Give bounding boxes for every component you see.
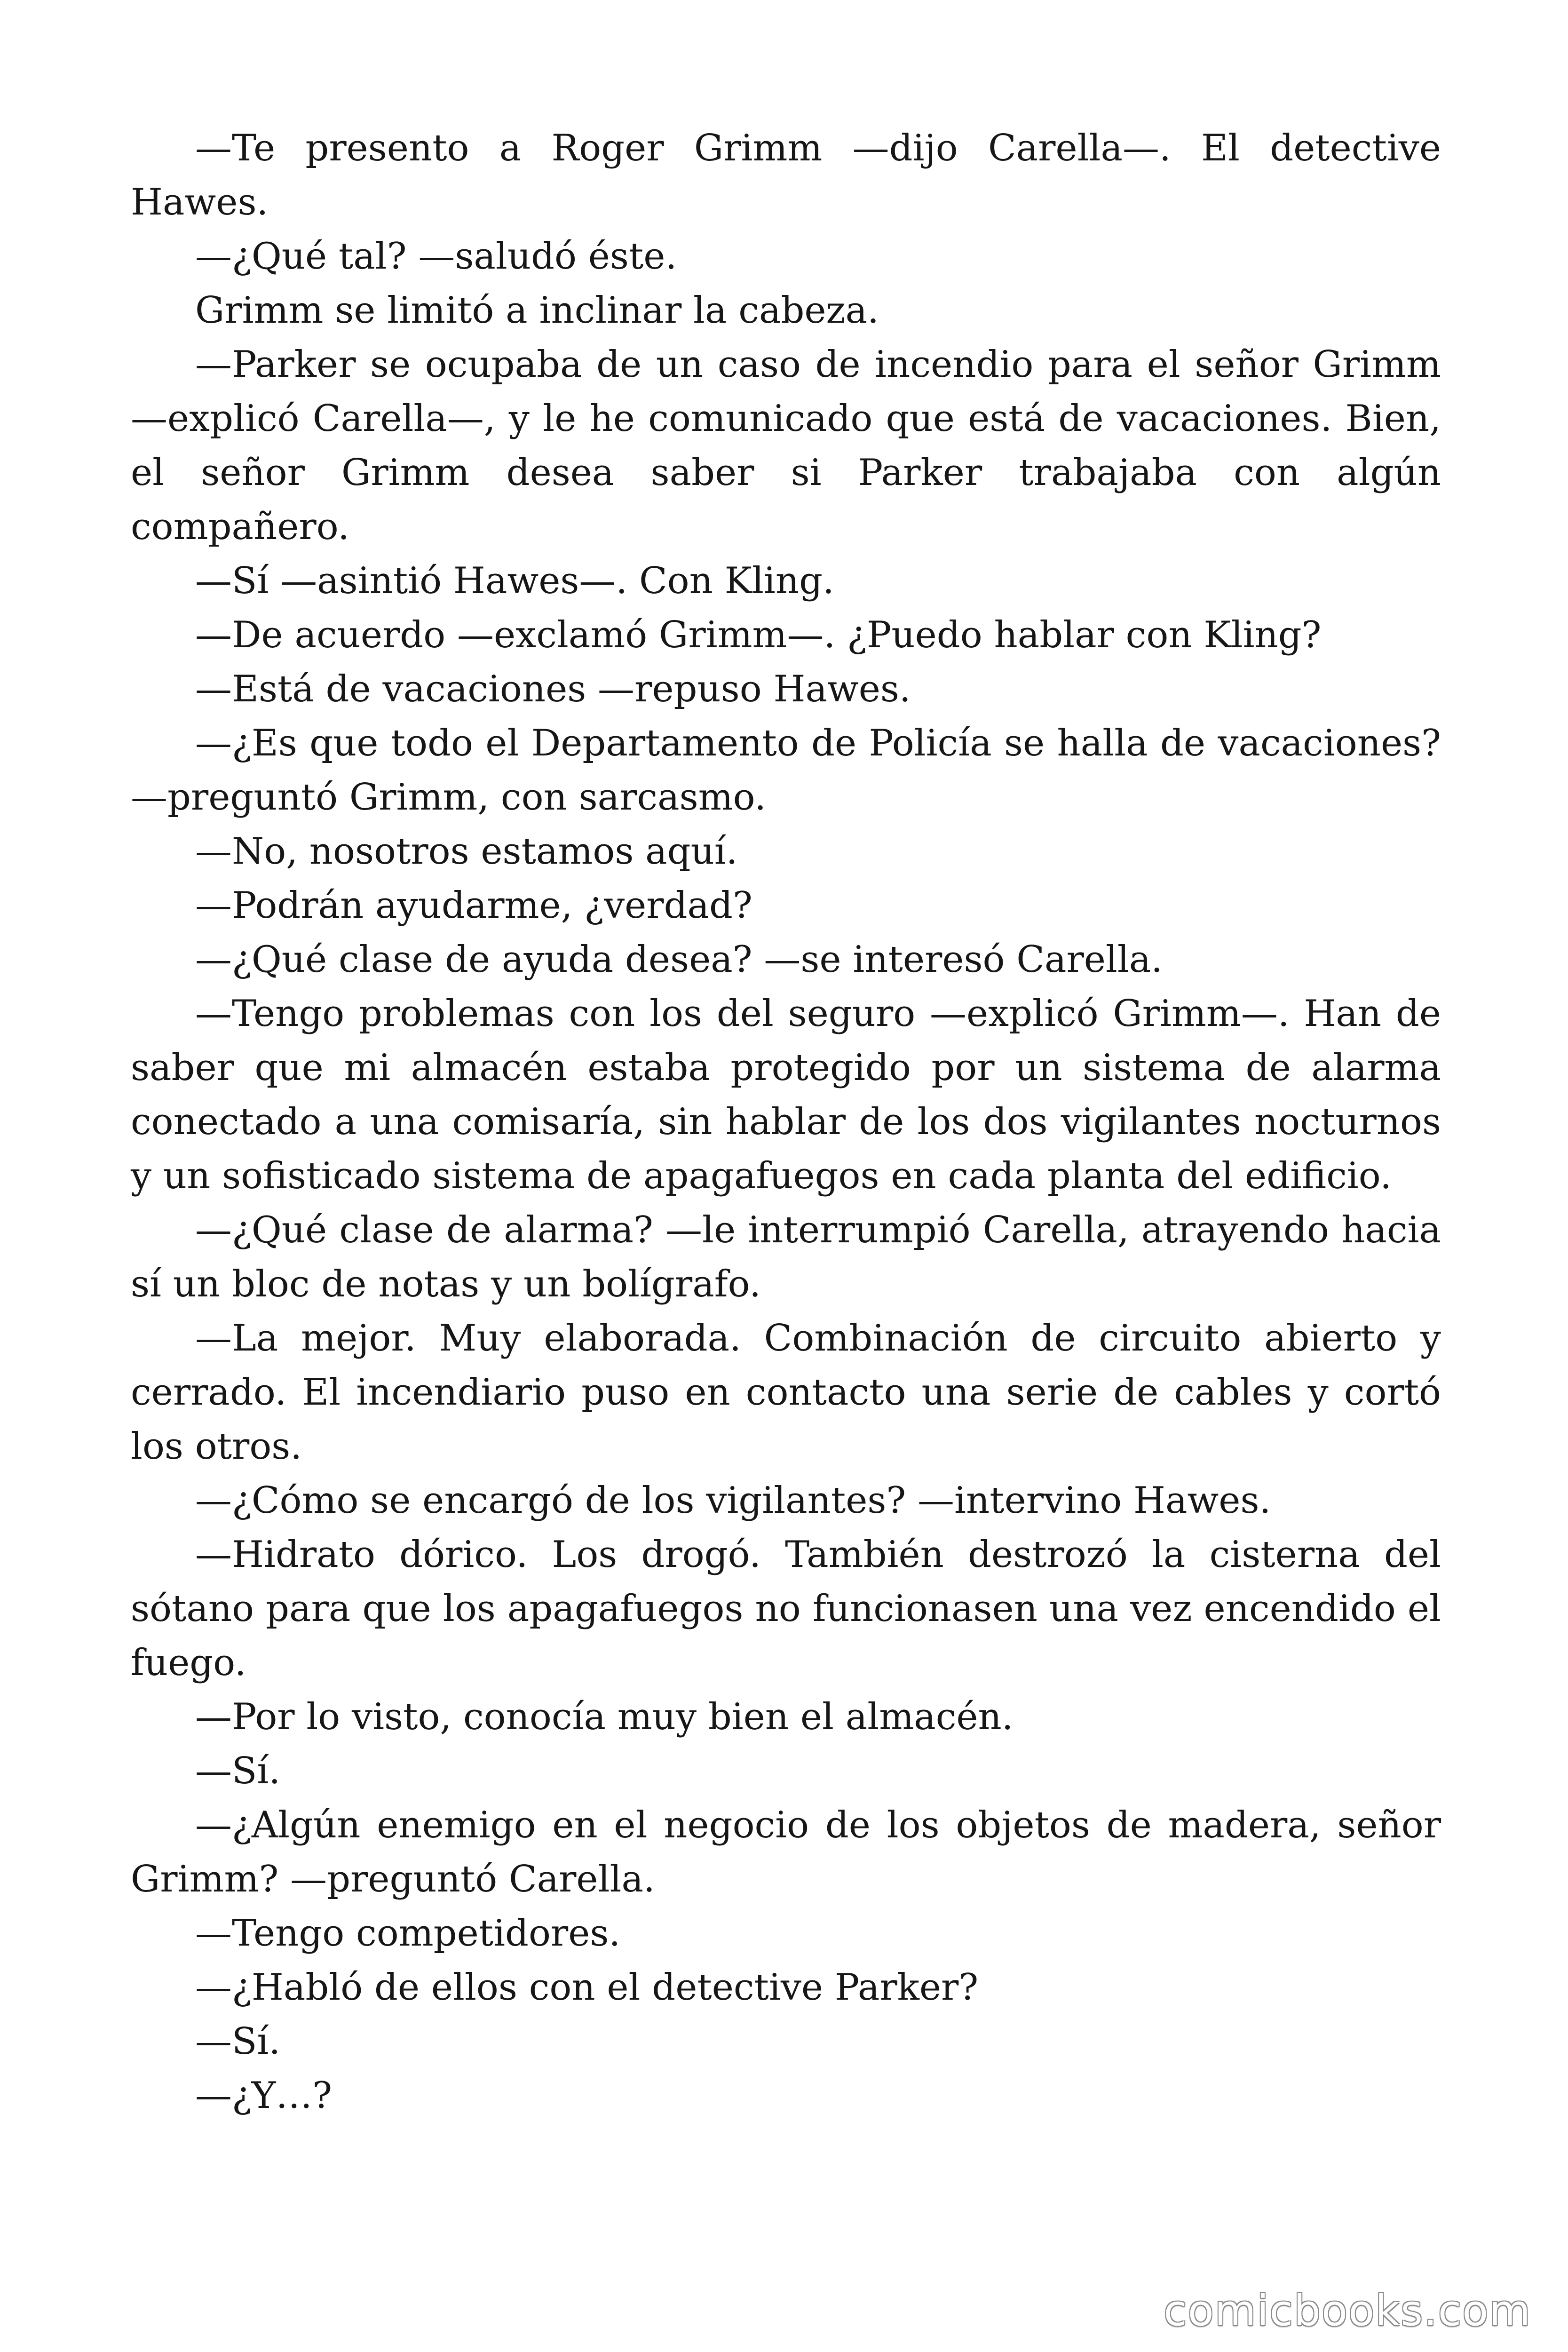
paragraph: —Está de vacaciones —repuso Hawes. <box>195 668 911 710</box>
paragraph: —La mejor. Muy elaborada. Combinación de circuito abierto y cerrado. El incendiario puso en contacto una serie de cables y cortó los otros. <box>131 1317 1441 1468</box>
paragraph: —Sí. <box>195 1750 281 1792</box>
paragraph: —¿Qué clase de ayuda desea? —se interesó Carella. <box>195 938 1163 981</box>
paragraph: Grimm se limitó a inclinar la cabeza. <box>195 289 879 332</box>
paragraph: —Hidrato dórico. Los drogó. También destrozó la cisterna del sótano para que los apagafuegos no funcionasen una vez encendido el fuego. <box>131 1534 1441 1684</box>
paragraph: —¿Cómo se encargó de los vigilantes? —intervino Hawes. <box>195 1479 1271 1522</box>
book-page-text <box>131 121 1441 2123</box>
paragraph: —Tengo problemas con los del seguro —explicó Grimm—. Han de saber que mi almacén estaba protegido por un sistema de alarma conectado a una comisaría, sin hablar de los dos vigilantes nocturnos y un sofisticado sistema de apagafuegos en cada planta del edificio. <box>131 993 1441 1197</box>
paragraph: —¿Algún enemigo en el negocio de los objetos de madera, señor Grimm? —preguntó Carella. <box>131 1804 1441 1900</box>
paragraph: —Podrán ayudarme, ¿verdad? <box>195 884 752 927</box>
paragraph: —Sí. <box>195 2020 281 2063</box>
paragraph: —Te presento a Roger Grimm —dijo Carella—. El detective Hawes. <box>131 127 1441 223</box>
paragraph: —¿Es que todo el Departamento de Policía se halla de vacaciones? —preguntó Grimm, con sarcasmo. <box>131 722 1441 818</box>
paragraph: —¿Y…? <box>195 2074 333 2117</box>
paragraph: —Sí —asintió Hawes—. Con Kling. <box>195 560 834 602</box>
paragraph: —¿Qué clase de alarma? —le interrumpió Carella, atrayendo hacia sí un bloc de notas y un bolígrafo. <box>131 1209 1441 1305</box>
paragraph: —¿Qué tal? —saludó éste. <box>195 235 677 278</box>
paragraph: —¿Habló de ellos con el detective Parker? <box>195 1966 979 2009</box>
paragraph: —Por lo visto, conocía muy bien el almacén. <box>195 1696 1014 1738</box>
paragraph: —De acuerdo —exclamó Grimm—. ¿Puedo hablar con Kling? <box>195 614 1322 656</box>
paragraph: —Parker se ocupaba de un caso de incendio para el señor Grimm —explicó Carella—, y le he comunicado que está de vacaciones. Bien, el señor Grimm desea saber si Parker trabajaba con algún compañero. <box>131 343 1441 548</box>
paragraph: —Tengo competidores. <box>195 1912 621 1955</box>
watermark-text: comicbooks.com <box>1164 2286 1531 2336</box>
paragraph: —No, nosotros estamos aquí. <box>195 830 738 873</box>
